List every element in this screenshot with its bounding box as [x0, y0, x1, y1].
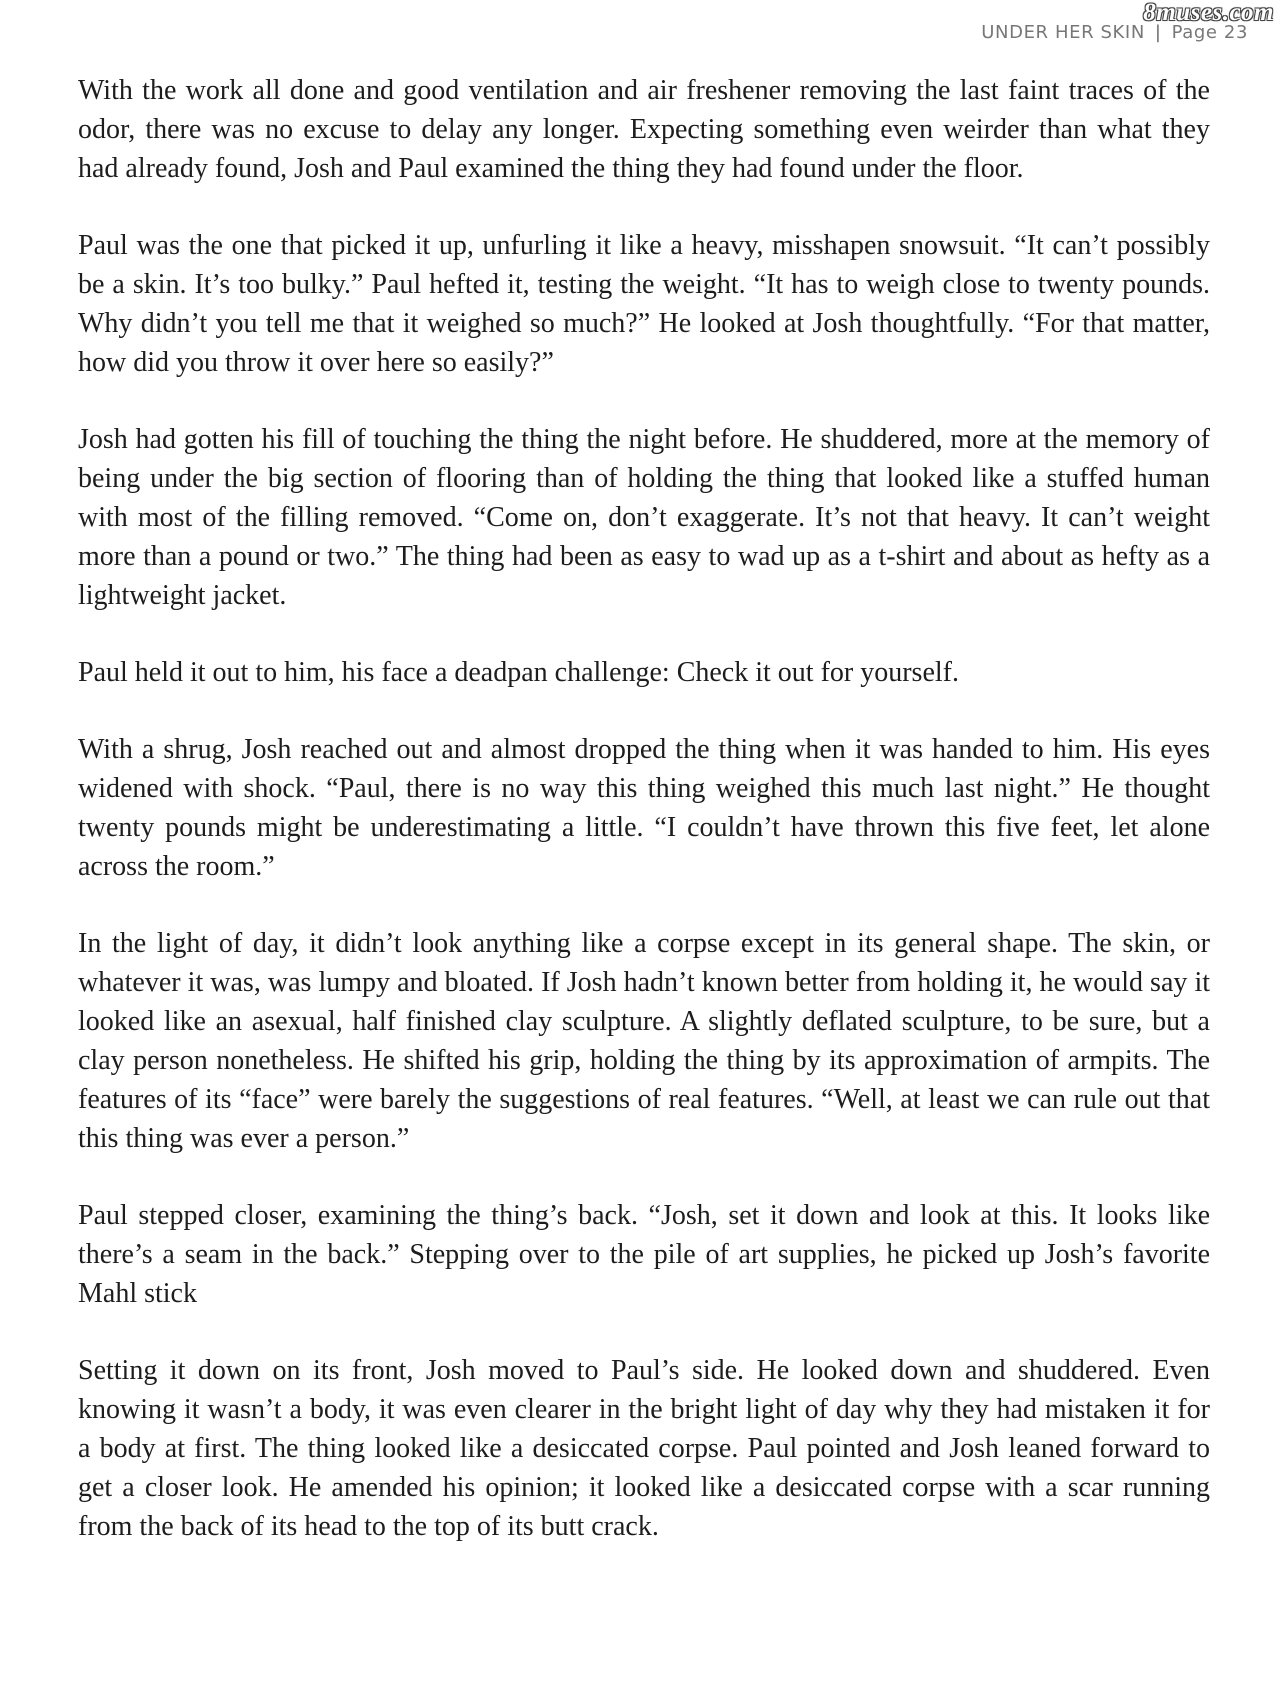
site-watermark: 8muses.com — [1143, 0, 1274, 26]
book-title: UNDER HER SKIN — [981, 22, 1145, 43]
running-head — [981, 22, 1248, 43]
paragraph: Paul was the one that picked it up, unfurling it like a heavy, misshapen snowsuit. “It can’t possibly be a skin. It’s too bulky.” Paul hefted it, testing the weight. “It has to weigh close to twenty pounds. Why didn’t you tell me that it weighed so much?” He looked at Josh thoughtfully. “For that matter, how did you throw it over here so easily?” — [78, 230, 1210, 378]
paragraph: Setting it down on its front, Josh moved to Paul’s side. He looked down and shuddered. Even knowing it wasn’t a body, it was even clearer in the bright light of day why they had mistaken it for a body at first. The thing looked like a desiccated corpse. Paul pointed and Josh leaned forward to get a closer look. He amended his opinion; it looked like a desiccated corpse with a scar running from the back of its head to the top of its butt crack. — [78, 1355, 1210, 1542]
paragraph: Josh had gotten his fill of touching the thing the night before. He shuddered, more at the memory of being under the big section of flooring than of holding the thing that looked like a stuffed human with most of the filling removed. “Come on, don’t exaggerate. It’s not that heavy. It can’t weight more than a pound or two.” The thing had been as easy to wad up as a t-shirt and about as hefty as a lightweight jacket. — [78, 424, 1210, 611]
paragraph: Paul held it out to him, his face a deadpan challenge: Check it out for yourself. — [78, 657, 959, 688]
page-number: Page 23 — [1171, 22, 1248, 43]
paragraph: In the light of day, it didn’t look anything like a corpse except in its general shape. The skin, or whatever it was, was lumpy and bloated. If Josh hadn’t known better from holding it, he would say it looked like an asexual, half finished clay sculpture. A slightly deflated sculpture, to be sure, but a clay person nonetheless. He shifted his grip, holding the thing by its approximation of armpits. The features of its “face” were barely the suggestions of real features. “Well, at least we can rule out that this thing was ever a person.” — [78, 928, 1210, 1154]
header-separator: | — [1154, 22, 1162, 43]
paragraph: With the work all done and good ventilation and air freshener removing the last faint traces of the odor, there was no excuse to delay any longer. Expecting something even weirder than what they had already found, Josh and Paul examined the thing they had found under the floor. — [78, 75, 1210, 184]
paragraph: Paul stepped closer, examining the thing’s back. “Josh, set it down and look at this. It looks like there’s a seam in the back.” Stepping over to the pile of art supplies, he picked up Josh’s favorite Mahl stick — [78, 1200, 1210, 1309]
paragraph: With a shrug, Josh reached out and almost dropped the thing when it was handed to him. His eyes widened with shock. “Paul, there is no way this thing weighed this much last night.” He thought twenty pounds might be underestimating a little. “I couldn’t have thrown this five feet, let alone across the room.” — [78, 734, 1210, 882]
page-body-text — [78, 71, 1210, 1584]
